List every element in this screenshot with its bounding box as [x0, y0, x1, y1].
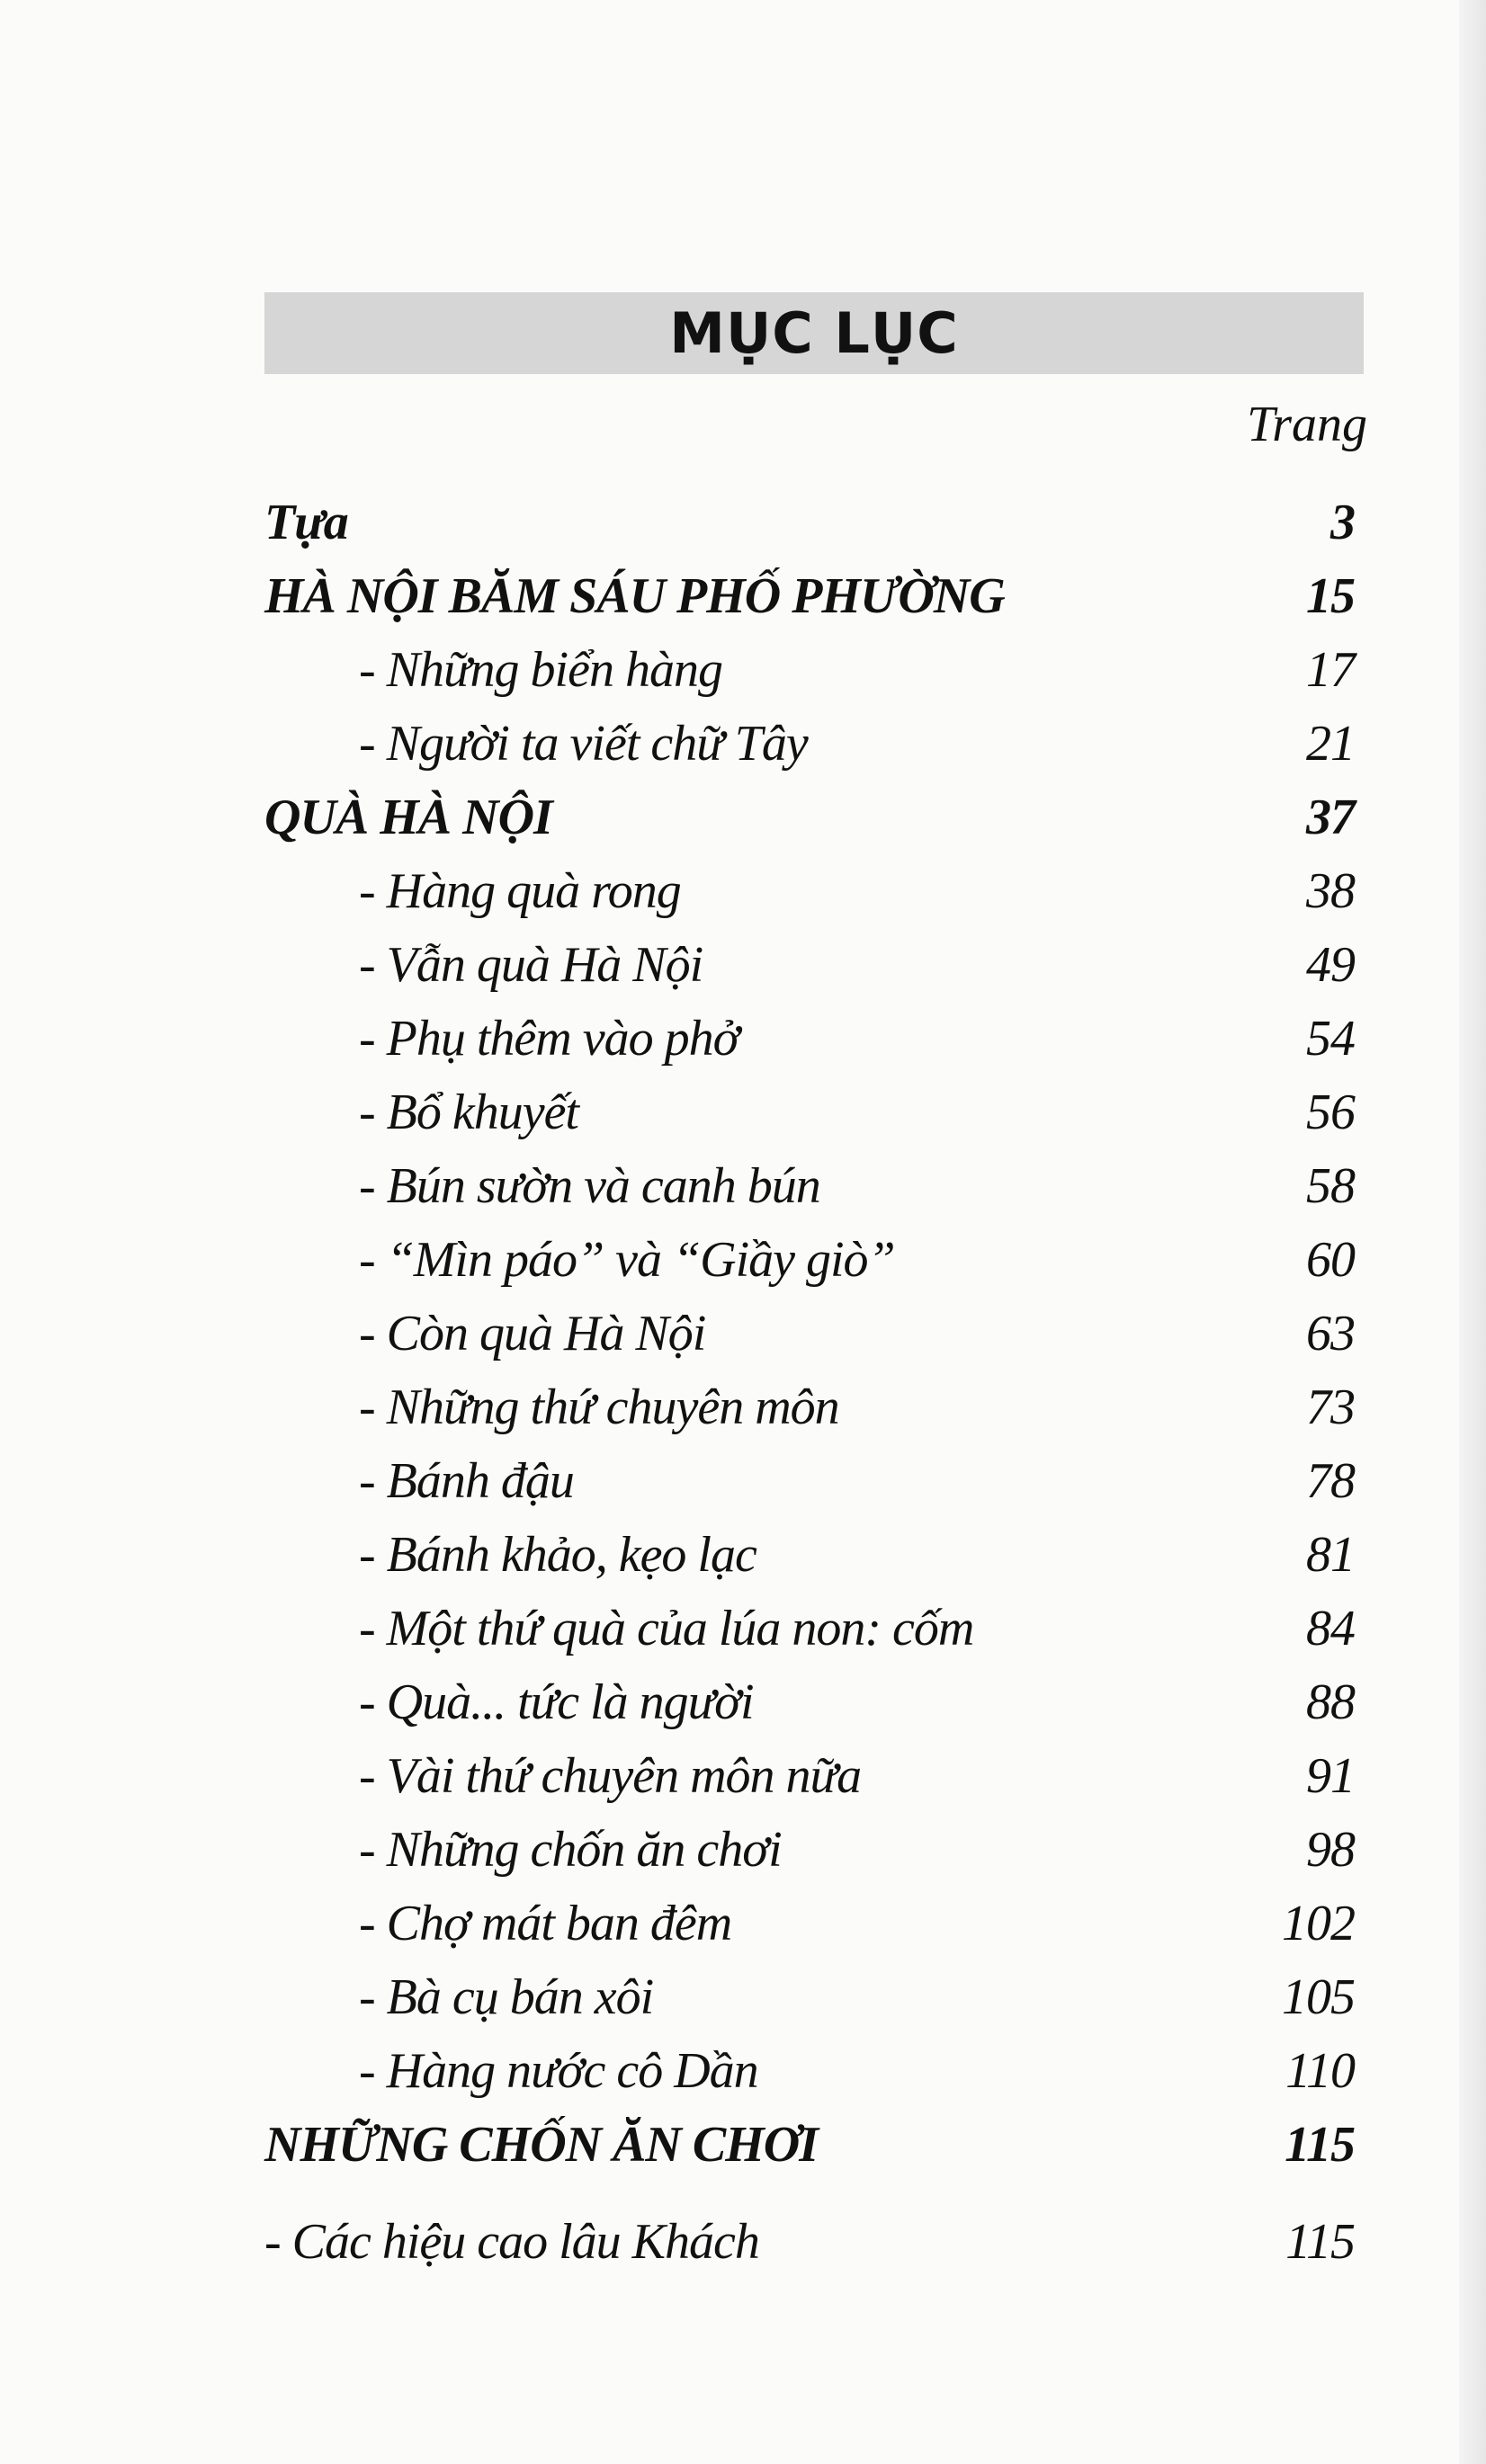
toc-entry-page: 115 — [1285, 2117, 1355, 2173]
toc-entry-label: - Người ta viết chữ Tây — [359, 716, 808, 772]
toc-entry-page: 17 — [1306, 642, 1355, 698]
toc-entry — [264, 1149, 1367, 1223]
toc-entry-page: 56 — [1306, 1085, 1355, 1140]
toc-entry-label: - Bánh đậu — [359, 1453, 574, 1509]
toc-entry-label: - Bổ khuyết — [359, 1085, 578, 1140]
toc-entry-page: 63 — [1306, 1306, 1355, 1361]
toc-entry — [264, 559, 1367, 633]
toc-entry-page: 110 — [1285, 2043, 1355, 2099]
toc-entry-label: - Bà cụ bán xôi — [359, 1969, 654, 2025]
page-edge — [1459, 0, 1486, 2464]
toc-entry — [264, 2108, 1367, 2182]
toc-entry — [264, 1297, 1367, 1370]
toc-entry-page: 81 — [1306, 1527, 1355, 1583]
page-title: MỤC LỤC — [669, 300, 959, 366]
toc-entry-page: 88 — [1306, 1674, 1355, 1730]
toc-entry-page: 15 — [1306, 568, 1355, 624]
toc-entry — [264, 854, 1367, 928]
toc-entry-label: - Vài thứ chuyên môn nữa — [359, 1748, 862, 1804]
page-column-label: Trang — [1247, 397, 1367, 452]
toc-entry-label: - Những thứ chuyên môn — [359, 1379, 839, 1435]
toc-entry-page: 21 — [1306, 716, 1355, 772]
toc-entry-label: - Còn quà Hà Nội — [359, 1306, 706, 1361]
toc-entry — [264, 1592, 1367, 1665]
toc-entry-label: NHỮNG CHỐN ĂN CHƠI — [264, 2117, 819, 2173]
toc-entry — [264, 1665, 1367, 1739]
toc-entry-label: - Hàng quà rong — [359, 863, 681, 919]
toc-entry-page: 91 — [1306, 1748, 1355, 1804]
toc-entry-page: 38 — [1306, 863, 1355, 919]
toc-entry-page: 115 — [1285, 2214, 1355, 2270]
toc-entry — [264, 633, 1367, 707]
table-of-contents — [264, 486, 1367, 2279]
toc-entry-page: 98 — [1306, 1822, 1355, 1878]
toc-entry-label: - Bún sườn và canh bún — [359, 1158, 820, 1214]
toc-entry-page: 49 — [1306, 937, 1355, 993]
toc-entry-page: 58 — [1306, 1158, 1355, 1214]
toc-entry-page: 102 — [1282, 1896, 1355, 1951]
toc-entry — [264, 2205, 1367, 2279]
toc-entry-label: QUÀ HÀ NỘI — [264, 790, 552, 845]
toc-entry-label: - Những chốn ăn chơi — [359, 1822, 782, 1878]
toc-entry — [264, 1002, 1367, 1076]
toc-entry — [264, 2034, 1367, 2108]
toc-entry-label: - “Mìn páo” và “Giầy giò” — [359, 1232, 895, 1288]
toc-entry-label: Tựa — [264, 495, 348, 550]
toc-entry-page: 54 — [1306, 1011, 1355, 1067]
toc-entry — [264, 928, 1367, 1002]
toc-entry-page: 105 — [1282, 1969, 1355, 2025]
toc-entry — [264, 1887, 1367, 1960]
toc-entry-page: 73 — [1306, 1379, 1355, 1435]
toc-entry-label: - Chợ mát ban đêm — [359, 1896, 732, 1951]
toc-entry — [264, 1518, 1367, 1592]
toc-entry — [264, 1739, 1367, 1813]
toc-entry — [264, 707, 1367, 781]
toc-entry-label: HÀ NỘI BĂM SÁU PHỐ PHƯỜNG — [264, 568, 1005, 624]
toc-entry — [264, 1960, 1367, 2034]
toc-entry-label: - Phụ thêm vào phở — [359, 1011, 739, 1067]
toc-entry-label: - Bánh khảo, kẹo lạc — [359, 1527, 756, 1583]
toc-entry — [264, 1370, 1367, 1444]
toc-entry-label: - Hàng nước cô Dần — [359, 2043, 758, 2099]
toc-entry-label: - Những biển hàng — [359, 642, 722, 698]
toc-entry-page: 78 — [1306, 1453, 1355, 1509]
toc-entry-page: 3 — [1330, 495, 1355, 550]
toc-entry — [264, 1813, 1367, 1887]
toc-entry-label: - Vẫn quà Hà Nội — [359, 937, 703, 993]
toc-entry — [264, 781, 1367, 854]
toc-entry — [264, 1444, 1367, 1518]
toc-entry — [264, 486, 1367, 559]
toc-entry — [264, 1076, 1367, 1149]
toc-entry-page: 60 — [1306, 1232, 1355, 1288]
toc-entry-label: - Quà... tức là người — [359, 1674, 754, 1730]
toc-entry-label: - Các hiệu cao lâu Khách — [264, 2214, 759, 2270]
toc-entry-page: 37 — [1306, 790, 1355, 845]
toc-entry-label: - Một thứ quà của lúa non: cốm — [359, 1601, 974, 1656]
toc-entry-page: 84 — [1306, 1601, 1355, 1656]
toc-entry — [264, 1223, 1367, 1297]
